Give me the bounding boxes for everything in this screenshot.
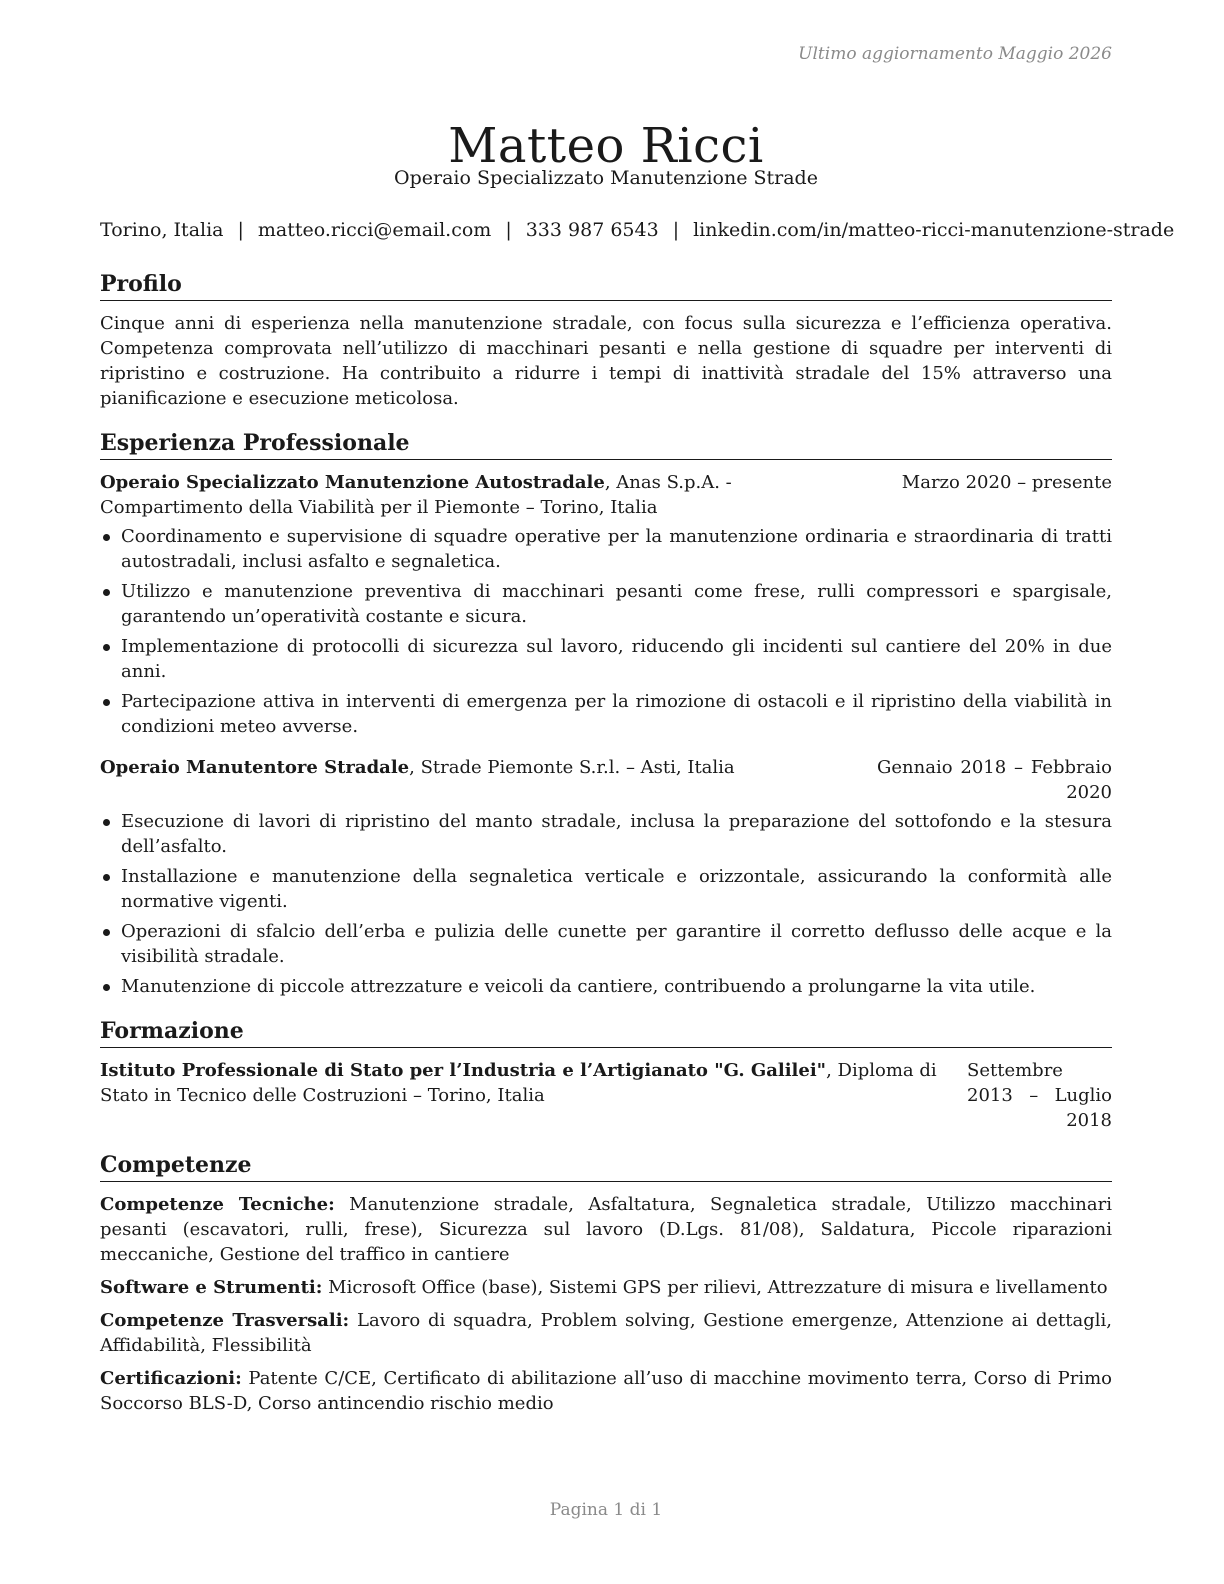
profile-section [100,270,1112,411]
list-item: Operazioni di sfalcio dell’erba e pulizia delle cunette per garantire il corretto deflusso delle acque e la visibilità stradale. [100,919,1112,969]
skill-row [100,1366,1112,1416]
candidate-name: Matteo Ricci [448,118,764,175]
skill-label: Competenze Tecniche: [100,1194,335,1215]
list-item: Manutenzione di piccole attrezzature e veicoli da cantiere, contribuendo a prolungarne la vita utile. [100,974,1112,999]
resume-content [100,270,1112,1434]
contact-linkedin-link[interactable]: linkedin.com/in/matteo-ricci-manutenzione-strade [693,219,1175,241]
contact-separator: | [237,219,244,241]
job-dates: Gennaio 2018 – Febbraio 2020 [877,757,1112,803]
job-organization: , Strade Piemonte S.r.l. – Asti, Italia [409,757,735,778]
job-organization: , Anas S.p.A. - Compartimento della Viabilità per il Piemonte – Torino, Italia [100,472,732,518]
list-item: Installazione e manutenzione della segnaletica verticale e orizzontale, assicurando la conformità alle normative vigenti. [100,864,1112,914]
education-section [100,1017,1112,1133]
section-heading-experience: Esperienza Professionale [100,429,1112,460]
list-item: Utilizzo e manutenzione preventiva di macchinari pesanti come frese, rulli compressori e spargisale, garantendo un’operatività costante e sicura. [100,579,1112,629]
last-updated: Ultimo aggiornamento Maggio 2026 [798,44,1112,64]
section-heading-profile: Profilo [100,270,1112,301]
skill-label: Certificazioni: [100,1368,242,1389]
contact-separator: | [672,219,680,241]
list-item: Partecipazione attiva in interventi di emergenza per la rimozione di ostacoli e il ripristino della viabilità in condizioni meteo avverse. [100,689,1112,739]
job-bullets [100,809,1112,999]
skill-row [100,1192,1112,1267]
job-entry [100,470,1112,739]
page-number: Pagina 1 di 1 [549,1500,663,1520]
job-role: Operaio Manutentore Stradale [100,757,410,778]
skill-row [100,1275,1112,1300]
contact-phone: 333 987 6543 [525,219,659,241]
education-entry [100,1058,1112,1133]
contact-email-link[interactable]: matteo.ricci@email.com [257,219,492,241]
skill-label: Competenze Trasversali: [100,1310,350,1331]
section-heading-education: Formazione [100,1017,1112,1048]
section-heading-skills: Competenze [100,1151,1112,1182]
profile-text: Cinque anni di esperienza nella manutenzione stradale, con focus sulla sicurezza e l’efficienza operativa. Competenza comprovata nell’utilizzo di macchinari pesanti e nella gestione di squadre per interventi di ripristino e costruzione. Ha contribuito a ridurre i tempi di inattività stradale del 15% attraverso una pianificazione e esecuzione meticolosa. [100,313,1112,409]
job-role: Operaio Specializzato Manutenzione Autostradale [100,472,605,493]
experience-section [100,429,1112,999]
skill-value: Microsoft Office (base), Sistemi GPS per rilievi, Attrezzature di misura e livellamento [322,1277,1108,1298]
skill-row [100,1308,1112,1358]
skill-value: Patente C/CE, Certificato di abilitazione all’uso di macchine movimento terra, Corso di Primo Soccorso BLS-D, Corso antincendio rischio medio [100,1368,1112,1414]
education-dates: Settembre 2013 – Luglio 2018 [967,1060,1112,1131]
skill-value: Manutenzione stradale, Asfaltatura, Segnaletica stradale, Utilizzo macchinari pesanti (escavatori, rulli, frese), Sicurezza sul lavoro (D.Lgs. 81/08), Saldatura, Piccole riparazioni meccaniche, Gestione del traffico in cantiere [100,1194,1112,1265]
skills-section [100,1151,1112,1416]
skill-value: Lavoro di squadra, Problem solving, Gestione emergenze, Attenzione ai dettagli, Affidabilità, Flessibilità [100,1310,1113,1356]
education-school: Istituto Professionale di Stato per l’Industria e l’Artigianato "G. Galilei" [100,1060,827,1081]
skill-label: Software e Strumenti: [100,1277,323,1298]
job-bullets [100,524,1112,739]
contact-separator: | [505,219,512,241]
job-entry [100,755,1112,999]
contact-location: Torino, Italia [100,219,224,241]
education-detail: , Diploma di Stato in Tecnico delle Costruzioni – Torino, Italia [100,1060,937,1106]
list-item: Coordinamento e supervisione di squadre operative per la manutenzione ordinaria e straordinaria di tratti autostradali, inclusi asfalto e segnaletica. [100,524,1112,574]
contact-line [100,219,1175,241]
job-dates: Marzo 2020 – presente [901,472,1112,493]
list-item: Implementazione di protocolli di sicurezza sul lavoro, riducendo gli incidenti sul cantiere del 20% in due anni. [100,634,1112,684]
list-item: Esecuzione di lavori di ripristino del manto stradale, inclusa la preparazione del sottofondo e la stesura dell’asfalto. [100,809,1112,859]
candidate-title: Operaio Specializzato Manutenzione Strade [394,167,818,189]
